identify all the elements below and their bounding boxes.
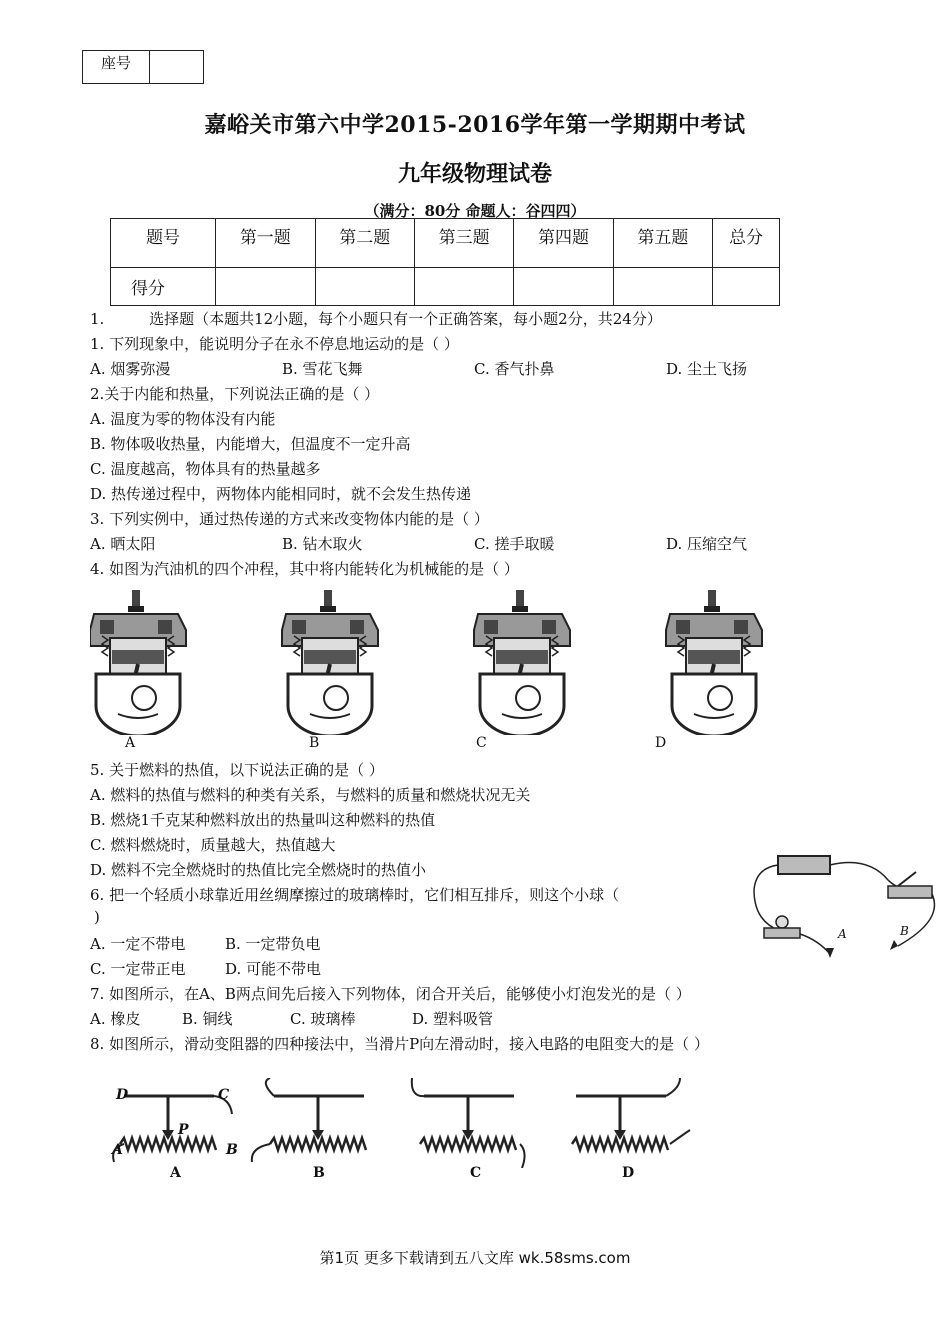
bulb-icon — [776, 916, 788, 928]
section-number: 1. — [90, 310, 105, 328]
rheo-a-terminal-a: A — [112, 1142, 123, 1158]
q3-option-d: D. 压缩空气 — [666, 535, 748, 553]
q3-option-c: C. 搓手取暖 — [474, 535, 555, 553]
engine-b-icon — [282, 590, 378, 735]
circuit-label-a: A — [838, 927, 847, 941]
score-header-cell: 第一题 — [216, 219, 315, 268]
circuit-figure — [748, 850, 948, 962]
q3-option-b: B. 钻木取火 — [282, 535, 363, 553]
q2-option-b: B. 物体吸收热量，内能增大，但温度不一定升高 — [90, 435, 411, 453]
switch-icon — [888, 886, 932, 898]
q6-option-b: B. 一定带负电 — [225, 935, 321, 953]
engine-strokes-figure — [90, 590, 790, 735]
engine-c-icon — [474, 590, 570, 735]
q1-option-a: A. 烟雾弥漫 — [90, 360, 171, 378]
score-header-cell: 第三题 — [414, 219, 513, 268]
engine-label-c: C — [476, 735, 487, 751]
rheostat-label-d: D — [622, 1165, 635, 1181]
rheostat-c-icon — [420, 1096, 516, 1150]
rheostat-d-icon — [572, 1096, 668, 1150]
q2-option-c: C. 温度越高，物体具有的热量越多 — [90, 460, 321, 478]
score-header-cell: 第五题 — [613, 219, 712, 268]
page-footer: 第1页 更多下载请到五八文库 wk.58sms.com — [319, 1249, 631, 1267]
q7-option-d: D. 塑料吸管 — [412, 1010, 494, 1028]
score-table — [110, 218, 780, 306]
exam-title: 嘉峪关市第六中学2015-2016学年第一学期期中考试 — [204, 112, 746, 138]
rheostat-label-c: C — [470, 1165, 482, 1181]
seat-number-label: 座号 — [83, 51, 150, 83]
q6-option-d: D. 可能不带电 — [225, 960, 322, 978]
rheostat-b-icon — [270, 1096, 366, 1150]
question-6-stem-cont: ) — [94, 908, 100, 926]
engine-a-icon — [90, 590, 186, 735]
question-5-stem: 5. 关于燃料的热值，以下说法正确的是（ ） — [90, 761, 384, 779]
score-cell — [414, 268, 513, 306]
question-1-stem: 1. 下列现象中，能说明分子在永不停息地运动的是（ ） — [90, 335, 459, 353]
section-text: 选择题（本题共12小题，每个小题只有一个正确答案，每小题2分，共24分） — [149, 310, 662, 328]
q3-option-a: A. 晒太阳 — [90, 535, 156, 553]
q5-option-d: D. 燃料不完全燃烧时的热值比完全燃烧时的热值小 — [90, 861, 427, 879]
q7-option-c: C. 玻璃棒 — [290, 1010, 356, 1028]
rheo-a-terminal-b: B — [226, 1142, 238, 1158]
rheostat-label-b: B — [313, 1165, 325, 1181]
score-header-cell: 第四题 — [514, 219, 613, 268]
q2-option-a: A. 温度为零的物体没有内能 — [90, 410, 276, 428]
engine-label-a: A — [125, 735, 136, 751]
q5-option-b: B. 燃烧1千克某种燃料放出的热量叫这种燃料的热值 — [90, 811, 436, 829]
score-header-cell: 题号 — [111, 219, 216, 268]
rheo-a-terminal-c: C — [218, 1087, 230, 1103]
score-header-cell: 总分 — [713, 219, 780, 268]
question-2-stem: 2.关于内能和热量，下列说法正确的是（ ） — [90, 385, 380, 403]
q1-option-c: C. 香气扑鼻 — [474, 360, 555, 378]
exam-subtitle: 九年级物理试卷 — [397, 161, 552, 187]
exam-meta: （满分：80分 命题人：谷四四） — [364, 202, 586, 220]
score-cell — [514, 268, 613, 306]
score-row-label: 得分 — [111, 268, 216, 306]
q7-option-a: A. 橡皮 — [90, 1010, 141, 1028]
question-3-stem: 3. 下列实例中，通过热传递的方式来改变物体内能的是（ ） — [90, 510, 489, 528]
question-6-stem: 6. 把一个轻质小球靠近用丝绸摩擦过的玻璃棒时，它们相互排斥，则这个小球（ — [90, 886, 620, 904]
question-7-stem: 7. 如图所示，在A、B两点间先后接入下列物体，闭合开关后，能够使小灯泡发光的是（ ） — [90, 985, 691, 1003]
question-4-stem: 4. 如图为汽油机的四个冲程，其中将内能转化为机械能的是（ ） — [90, 560, 519, 578]
score-cell — [315, 268, 414, 306]
score-cell — [613, 268, 712, 306]
rheostat-label-a: A — [170, 1165, 181, 1181]
q2-option-d: D. 热传递过程中，两物体内能相同时，就不会发生热传递 — [90, 485, 472, 503]
battery-icon — [778, 856, 830, 874]
score-cell — [216, 268, 315, 306]
q5-option-c: C. 燃料燃烧时，质量越大，热值越大 — [90, 836, 336, 854]
q1-option-d: D. 尘土飞扬 — [666, 360, 748, 378]
rheo-a-terminal-p: P — [178, 1122, 189, 1138]
rheostat-figure — [110, 1078, 710, 1168]
score-cell — [713, 268, 780, 306]
score-header-cell: 第二题 — [315, 219, 414, 268]
circuit-label-b: B — [900, 924, 909, 938]
q6-option-c: C. 一定带正电 — [90, 960, 186, 978]
engine-d-icon — [666, 590, 762, 735]
question-8-stem: 8. 如图所示，滑动变阻器的四种接法中，当滑片P向左滑动时，接入电路的电阻变大的是（ ） — [90, 1035, 709, 1053]
engine-label-b: B — [309, 735, 320, 751]
engine-label-d: D — [655, 735, 667, 751]
q6-option-a: A. 一定不带电 — [90, 935, 186, 953]
rheo-a-terminal-d: D — [116, 1087, 129, 1103]
q7-option-b: B. 铜线 — [182, 1010, 233, 1028]
seat-number-box — [82, 50, 204, 84]
rheostat-a-icon — [120, 1096, 216, 1150]
q5-option-a: A. 燃料的热值与燃料的种类有关系，与燃料的质量和燃烧状况无关 — [90, 786, 531, 804]
q1-option-b: B. 雪花飞舞 — [282, 360, 363, 378]
section-heading — [90, 308, 662, 329]
